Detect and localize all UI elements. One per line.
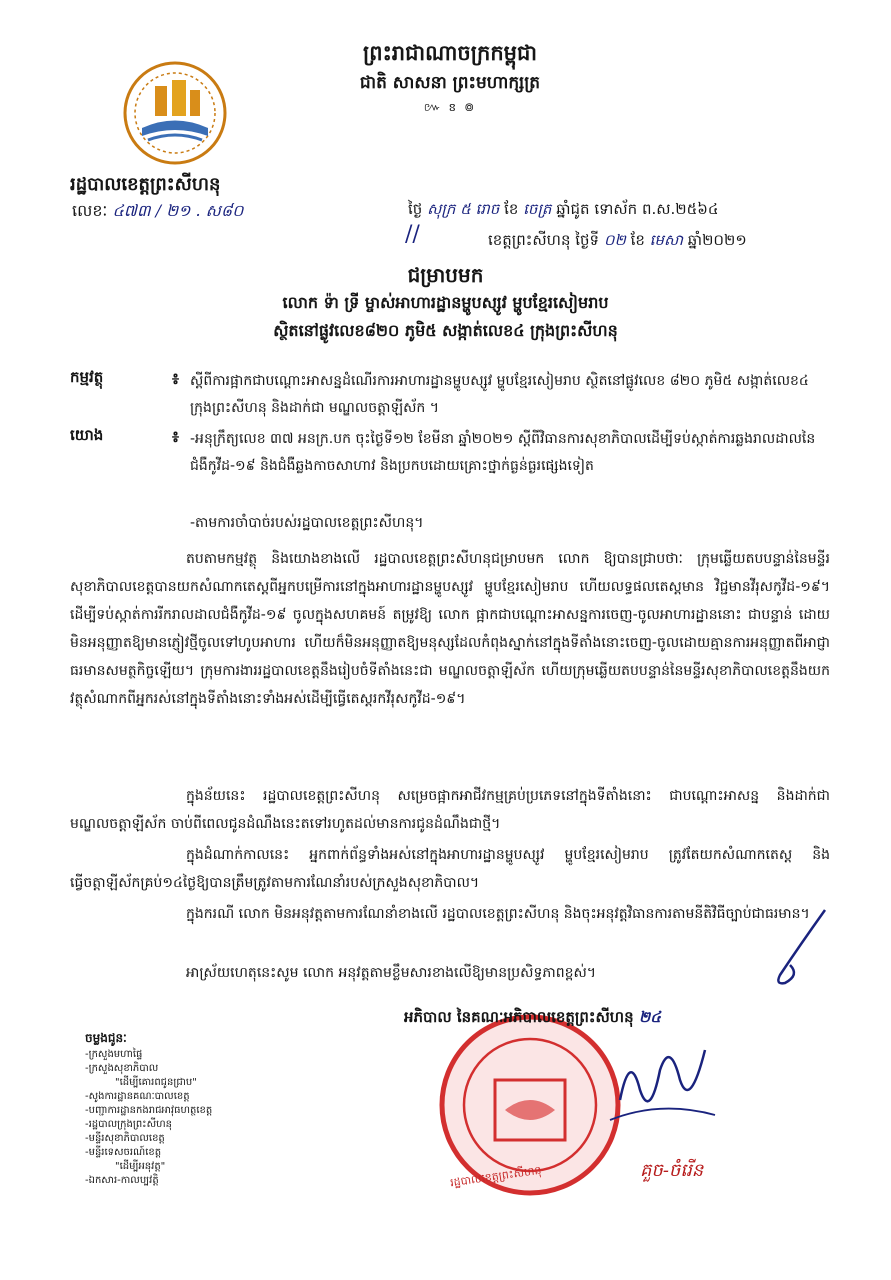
issuing-authority: រដ្ឋបាលខេត្តព្រះសីហនុ (70, 174, 221, 195)
addressee-line-2: ស្ថិតនៅផ្លូវលេខ៨២០ ភូមិ៥ សង្កាត់លេខ៤ ក្រុងព្រះសីហនុ (273, 321, 618, 340)
solar-year: ឆ្នាំ២០២១ (687, 231, 747, 249)
body-paragraph-5: អាស្រ័យហេតុនេះសូម លោក អនុវត្តតាមខ្លឹមសារខាងលើឱ្យមានប្រសិទ្ធភាពខ្ពស់។ (186, 965, 597, 981)
body-paragraph-4: ក្នុងករណី លោក មិនអនុវត្តតាមការណែនាំខាងលើ រដ្ឋបាលខេត្តព្រះសីហនុ និងចុះអនុវត្តវិធានការតាមនីតិវិធីច្បាប់ជាធរមាន។ (186, 906, 810, 922)
signer-title (404, 1008, 661, 1030)
notice-title: ជម្រាបមក (407, 263, 484, 287)
addressee-line-1: លោក ទ៉ា ទ្រី ម្ចាស់អាហារដ្ឋានម្ហូបស្សូវ ម្ហូបខ្មែរសៀមរាប (282, 293, 609, 312)
reference-value: ៤៧៣ / ២១ . ស៨០ (112, 201, 244, 220)
provincial-seal-logo (120, 58, 230, 168)
body-paragraph-1: តបតាមកម្មវត្ថុ និងយោងខាងលើ រដ្ឋបាលខេត្តព្រះសីហនុជម្រាបមក លោក ឱ្យបានជ្រាបថាៈ ក្រុមឆ្លើយតបបន្ទាន់នៃមន្ទីរសុខាភិបាលខេត្តបានយកសំណាកតេស្តពីអ្នកបម្រើការនៅក្នុងអាហារដ្ឋានម្ហូបស្សូវ ម្ហូបខ្មែរសៀមរាប ហើយលទ្ធផលតេស្តមាន វិជ្ជមានវីរុសកូវីដ-១៩។ ដើម្បីទប់ស្កាត់ការរីករាលដាលជំងឺកូវីដ-១៩ ចូលក្នុងសហគមន៍ តម្រូវឱ្យ លោក ផ្អាកជាបណ្តោះអាសន្នការចេញ-ចូលអាហារដ្ឋាននោះ ជាបន្ទាន់ ដោយមិនអនុញ្ញាតឱ្យមានភ្ញៀវថ្មីចូលទៅហូបអាហារ ហើយក៏មិនអនុញ្ញាតឱ្យមនុស្សដែលកំពុងស្នាក់នៅក្នុងទីតាំងនោះចេញ-ចូលដោយគ្មានការអនុញ្ញាតពីអាជ្ញាធរមានសមត្ថកិច្ចឡើយ។ ក្រុមការងាររដ្ឋបាលខេត្តនឹងរៀបចំទីតាំងនេះជា មណ្ឌលចត្តាឡីស័ក ហើយក្រុមឆ្លើយតបបន្ទាន់នៃមន្ទីរសុខាភិបាលខេត្តនឹងយកវត្ថុសំណាកពីអ្នករស់នៅក្នុងទីតាំងនោះទាំងអស់ដើម្បីធ្វើតេស្តរកវីរុសកូវីដ-១៩។ (70, 551, 830, 707)
lunar-year: ឆ្នាំជូត ទោស័ក ព.ស.២៥៦៤ (556, 200, 719, 218)
stamp-text: រដ្ឋបាលខេត្តព្រះសីហនុ (449, 1163, 543, 1190)
cc-item: -បញ្ជាការដ្ឋានកងរាជអាវុធហត្ថខេត្ត (85, 1105, 213, 1116)
cc-item: -មន្ទីរទេសចរណ៍ខេត្ត (85, 1147, 162, 1158)
reference-label: លេខៈ (72, 201, 108, 220)
cc-item: "ដើម្បីគោរពជូនជ្រាប" (115, 1077, 197, 1088)
reference-item-2: -តាមការចាំបាច់របស់រដ្ឋបាលខេត្តព្រះសីហនុ។ (190, 515, 424, 531)
cc-item: -មន្ទីរសុខាភិបាលខេត្ត (85, 1133, 165, 1144)
cc-item: -សូងការដ្ឋានគណៈបាលខេត្ត (85, 1091, 190, 1102)
subject-text: ស្តីពីការផ្អាកជាបណ្តោះអាសន្នដំណើរការអាហារដ្ឋានម្ហូបស្សូវ ម្ហូបខ្មែរសៀមរាប ស្ថិតនៅផ្លូវលេខ ៨២០ ភូមិ៥ សង្កាត់លេខ៤ ក្រុងព្រះសីហនុ និងដាក់ជា មណ្ឌលចត្តាឡីស័ក ។ (190, 373, 809, 416)
signer-title-text: អភិបាល នៃគណៈអភិបាលខេត្តព្រះសីហនុ (404, 1008, 634, 1026)
cc-item: -ឯកសារ-កាលប្បវត្តិ (85, 1175, 159, 1186)
cc-list (85, 1048, 305, 1188)
body-paragraph-3: ក្នុងដំណាក់កាលនេះ អ្នកពាក់ព័ន្ធទាំងអស់នៅក្នុងអាហារដ្ឋានម្ហូបស្សូវ ម្ហូបខ្មែរសៀមរាប ត្រូវតែយកសំណាកតេស្ត និងធ្វើចត្តាឡីស័កគ្រប់១៤ថ្ងៃឱ្យបានត្រឹមត្រូវតាមការណែនាំរបស់ក្រសួងសុខាភិបាល។ (70, 847, 830, 891)
cc-item: -ក្រសួងសុខាភិបាល (85, 1063, 159, 1074)
kingdom-title: ព្រះរាជាណាចក្រកម្ពុជា (362, 41, 537, 65)
lunar-prefix: ថ្ងៃ (408, 200, 423, 218)
place-prefix: ខេត្តព្រះសីហនុ ថ្ងៃទី (488, 231, 600, 249)
reference-colon: ៖ (172, 427, 180, 446)
solar-day: ០២ (603, 231, 626, 249)
solar-month-label: ខែ (630, 231, 645, 249)
handwritten-initial (770, 905, 830, 995)
solar-date (488, 231, 747, 253)
subject-colon: ៖ (172, 369, 180, 388)
lunar-date (408, 200, 719, 222)
solar-month: មេសា (649, 231, 683, 249)
reference-label-yeang: យោង (70, 426, 104, 444)
lunar-month-label: ខែ (504, 200, 519, 218)
cc-item: -រដ្ឋបាលក្រុងព្រះសីហនុ (85, 1119, 172, 1130)
handwritten-signature (600, 1030, 720, 1140)
reference-number (72, 200, 244, 224)
subject-label: កម្មវត្ថុ (70, 368, 104, 386)
signer-name: គួច-ចំរើន (640, 1160, 704, 1181)
header-ornament: ៚ ៜ ៙ (423, 100, 477, 114)
reference-item-1: -អនុក្រឹត្យលេខ ៣៧ អនក្រ.បក ចុះថ្ងៃទី១២ ខែមីនា ឆ្នាំ២០២១ ស្តីពីវិធានការសុខាភិបាលដើម្បីទប់ស្កាត់ការឆ្លងរាលដាលនៃជំងឺកូវីដ-១៩ និងជំងឺឆ្លងកាចសាហាវ និងប្រកបដោយគ្រោះថ្នាក់ធ្ងន់ធ្ងរផ្សេងទៀត (190, 431, 816, 474)
national-motto: ជាតិ សាសនា ព្រះមហាក្សត្រ (359, 73, 541, 93)
lunar-day: សុក្រ ៥ រោច (427, 200, 500, 218)
cc-item: "ដើម្បីអនុវត្ត" (115, 1161, 166, 1172)
cc-title: ចម្លងជូនៈ (85, 1031, 127, 1045)
signer-mark: ២៤ (638, 1008, 661, 1026)
lunar-month: ចេត្រ (523, 200, 552, 218)
handwritten-mark: // (405, 222, 420, 247)
cc-item: -ក្រសួងមហាផ្ទៃ (85, 1049, 143, 1060)
body-paragraph-2: ក្នុងន័យនេះ រដ្ឋបាលខេត្តព្រះសីហនុ សម្រេចផ្អាកអាជីវកម្មគ្រប់ប្រភេទនៅក្នុងទីតាំងនោះ ជាបណ្តោះអាសន្ន និងដាក់ជា មណ្ឌលចត្តាឡីស័ក ចាប់ពីពេលជូនដំណឹងនេះតទៅរហូតដល់មានការជូនដំណឹងជាថ្មី។ (70, 788, 830, 832)
